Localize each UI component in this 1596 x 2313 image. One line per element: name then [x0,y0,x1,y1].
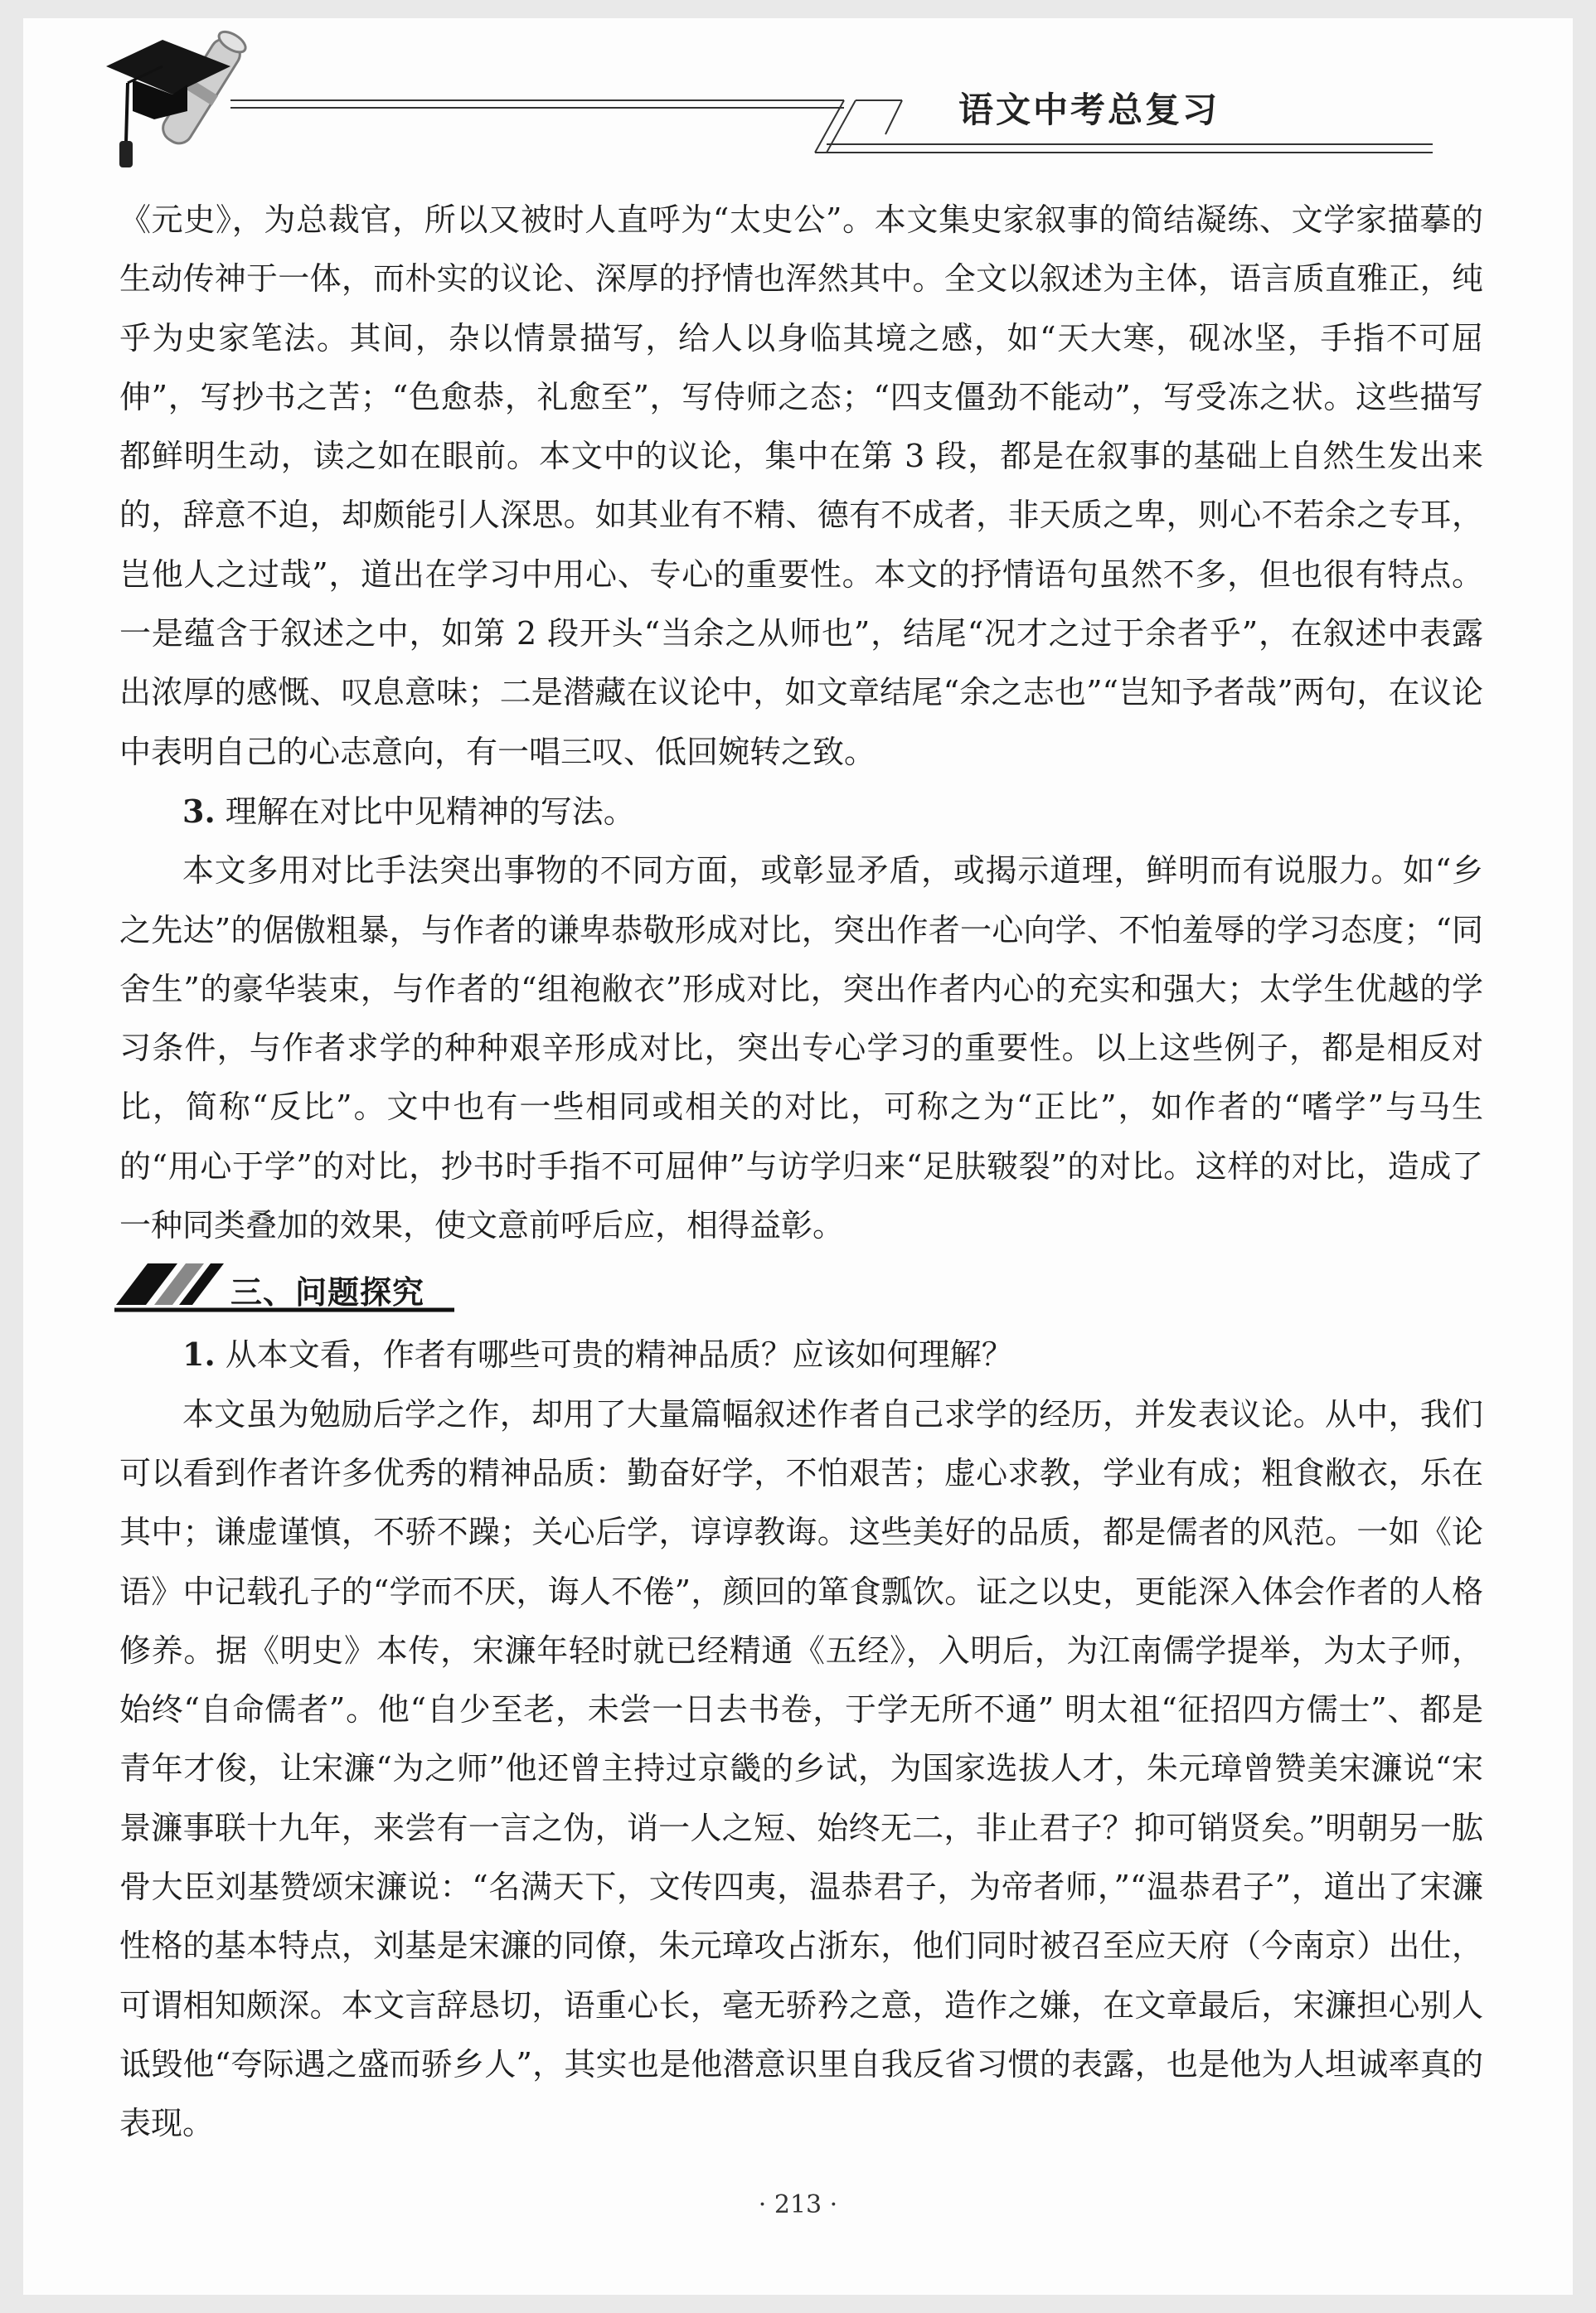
page-number: · 213 · [758,2190,838,2219]
header-title: 语文中考总复习 [958,90,1220,130]
question-1 [119,1325,1483,1384]
question-1-text: 从本文看，作者有哪些可贵的精神品质？应该如何理解？ [225,1336,1013,1374]
heading-3-text: 理解在对比中见精神的写法。 [225,793,635,830]
heading-3-number: 3. [182,792,216,830]
section-title: 三、问题探究 [230,1274,425,1312]
question-1-number: 1. [182,1336,216,1374]
paragraph-intro: 《元史》，为总裁官，所以又被时人直呼为“太史公”。本文集史家叙事的简结凝练、文学家描摹的生动传神于一体，而朴实的议论、深厚的抒情也浑然其中。全文以叙述为主体，语言质直雅正，纯乎为史家笔法。其间，杂以情景描写，给人以身临其境之感，如“天大寒，砚冰坚，手指不可屈伸”，写抄书之苦；“色愈恭，礼愈至”，写侍师之态；“四支僵劲不能动”，写受冻之状。这些描写都鲜明生动，读之如在眼前。本文中的议论，集中在第 3 段，都是在叙事的基础上自然生发出来的，辞意不迫，却颇能引人深思。如其业有不精、德有不成者，非天质之卑，则心不若余之专耳，岂他人之过哉”，道出在学习中用心、专心的重要性。本文的抒情语句虽然不多，但也很有特点。一是蕴含于叙述之中，如第 2 段开头“当余之从师也”，结尾“况才之过于余者乎”，在叙述中表露出浓厚的感慨、叹息意味；二是潜藏在议论中，如文章结尾“余之志也”“岂知予者哉”两句，在议论中表明自己的心志意向，有一唱三叹、低回婉转之致。 [119,201,1483,770]
graduation-cap-and-diploma-icon [23,18,1573,176]
section-heading [114,1258,1483,1317]
page-header [23,18,1573,176]
heading-3 [119,782,1483,841]
paragraph-contrast: 本文多用对比手法突出事物的不同方面，或彰显矛盾，或揭示道理，鲜明而有说服力。如“乡之先达”的倨傲粗暴，与作者的谦卑恭敬形成对比，突出作者一心向学、不怕羞辱的学习态度；“同舍生”的豪华装束，与作者的“组袍敝衣”形成对比，突出作者内心的充实和强大；太学生优越的学习条件，与作者求学的种种艰辛形成对比，突出专心学习的重要性。以上这些例子，都是相反对比，简称“反比”。文中也有一些相同或相关的对比，可称之为“正比”，如作者的“嗜学”与马生的“用心于学”的对比，抄书时手指不可屈伸”与访学归来“足肤皲裂”的对比。这样的对比，造成了一种同类叠加的效果，使文意前呼后应，相得益彰。 [119,852,1483,1244]
book-page [23,18,1573,2295]
paragraph-answer: 本文虽为勉励后学之作，却用了大量篇幅叙述作者自己求学的经历，并发表议论。从中，我们可以看到作者许多优秀的精神品质：勤奋好学，不怕艰苦；虚心求教，学业有成；粗食敝衣，乐在其中；谦虚谨慎，不骄不躁；关心后学，谆谆教诲。这些美好的品质，都是儒者的风范。一如《论语》中记载孔子的“学而不厌，诲人不倦”，颜回的箪食瓢饮。证之以史，更能深入体会作者的人格修养。据《明史》本传，宋濂年轻时就已经精通《五经》，入明后，为江南儒学提举，为太子师，始终“自命儒者”。他“自少至老，未尝一日去书卷，于学无所不通” 明太祖“征招四方儒士”、都是青年才俊，让宋濂“为之师”他还曾主持过京畿的乡试，为国家选拔人才，朱元璋曾赞美宋濂说“宋景濂事联十九年，来尝有一言之伪，诮一人之短、始终无二，非止君子？抑可销贤矣。”明朝另一肱骨大臣刘基赞颂宋濂说：“名满天下，文传四夷，温恭君子，为帝者师，”“温恭君子”，道出了宋濂性格的基本特点，刘基是宋濂的同僚，朱元璋攻占浙东，他们同时被召至应天府（今南京）出仕，可谓相知颇深。本文言辞恳切，语重心长，毫无骄矜之意，造作之嫌，在文章最后，宋濂担心别人诋毁他“夸际遇之盛而骄乡人”，其实也是他潜意识里自我反省习惯的表露，也是他为人坦诚率真的表现。 [119,1395,1483,2142]
page-content [119,191,1483,2154]
